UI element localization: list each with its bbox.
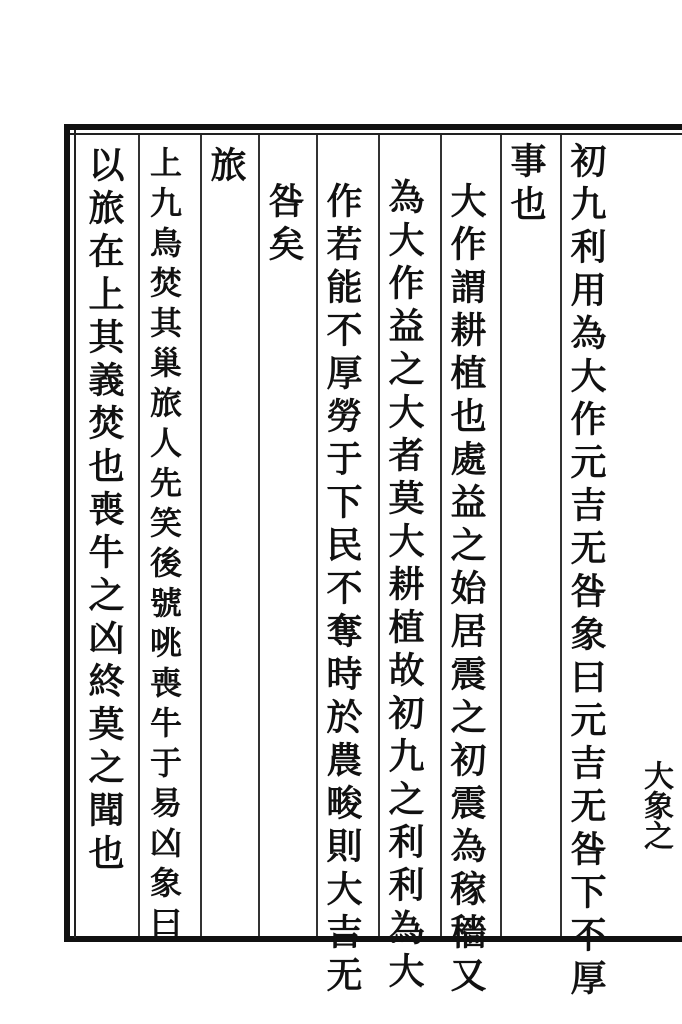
column-divider bbox=[378, 135, 380, 936]
frame-left-border bbox=[64, 124, 70, 942]
frame-left-inner-border bbox=[74, 130, 76, 938]
text-column-5: 作若能不厚勞于下民不奪時於農畯則大吉无 bbox=[321, 182, 363, 999]
frame-top-border bbox=[64, 124, 682, 130]
text-column-9: 以旅在上其義焚也喪牛之凶終莫之聞也 bbox=[83, 146, 125, 877]
text-column-1: 初九利用為大作元吉无咎象曰元吉无咎下不厚 bbox=[565, 142, 607, 1002]
page-edge-mark: 大象之 bbox=[638, 760, 673, 850]
text-column-6: 咎矣 bbox=[263, 182, 305, 268]
text-column-8: 上九鳥焚其巢旅人先笑後號咷喪牛于易凶象曰 bbox=[145, 146, 183, 946]
column-divider bbox=[560, 135, 562, 936]
text-column-2: 事也 bbox=[505, 142, 547, 228]
column-divider bbox=[258, 135, 260, 936]
text-column-4: 為大作益之大者莫大耕植故初九之利利為大 bbox=[383, 178, 425, 995]
column-divider bbox=[316, 135, 318, 936]
text-column-7: 旅 bbox=[205, 146, 247, 189]
frame-top-inner-border bbox=[64, 133, 682, 135]
column-divider bbox=[440, 135, 442, 936]
column-divider bbox=[138, 135, 140, 936]
text-column-3: 大作謂耕植也處益之始居震之初震為稼穡又 bbox=[445, 182, 487, 999]
column-divider bbox=[200, 135, 202, 936]
column-divider bbox=[500, 135, 502, 936]
